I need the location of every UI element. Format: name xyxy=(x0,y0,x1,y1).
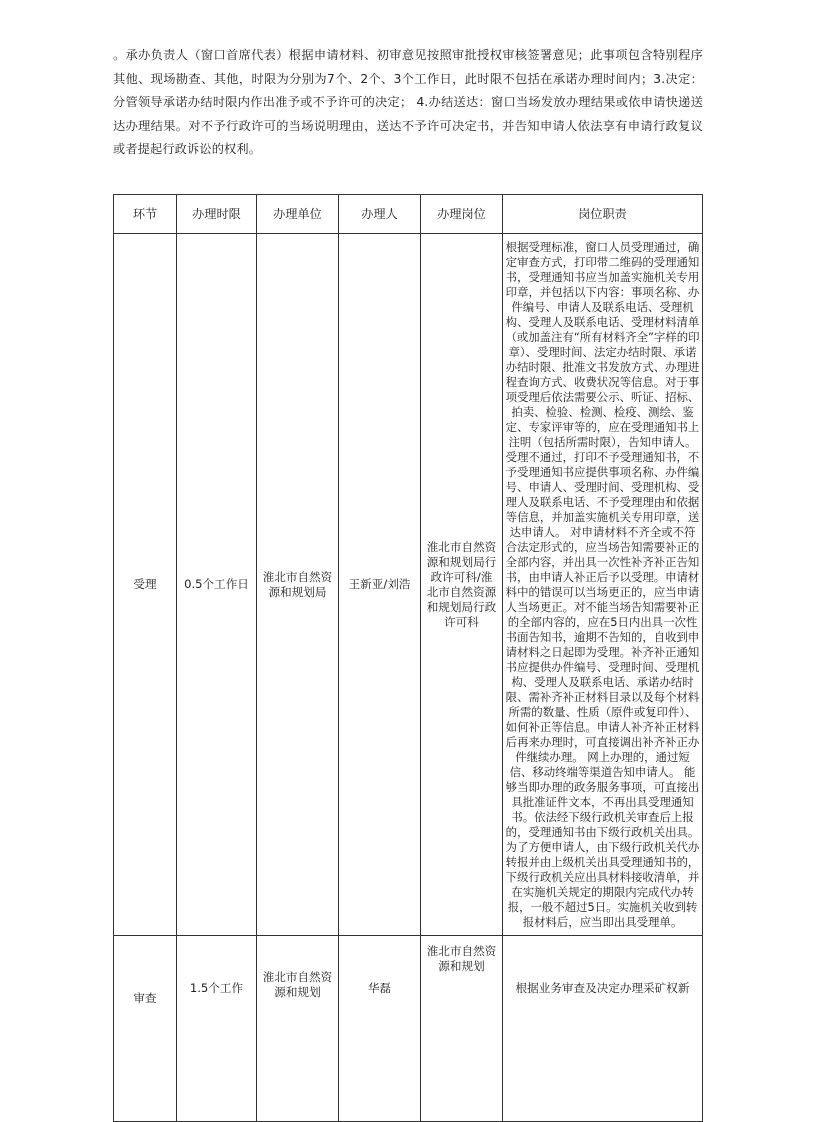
header-step: 环节 xyxy=(114,195,177,234)
table-header-row xyxy=(114,195,703,234)
cell-duty: 根据业务审查及决定办理采矿权新 xyxy=(503,936,703,1122)
cell-post: 淮北市自然资源和规划局行政许可科/淮北市自然资源和规划局行政许可科 xyxy=(421,234,503,936)
header-duty: 岗位职责 xyxy=(503,195,703,234)
cell-time-limit: 0.5个工作日 xyxy=(177,234,257,936)
process-table xyxy=(113,194,703,1122)
cell-step: 审查 xyxy=(114,936,177,1122)
cell-unit: 淮北市自然资源和规划局 xyxy=(257,234,339,936)
table-row xyxy=(114,936,703,1122)
table-row xyxy=(114,234,703,936)
header-post: 办理岗位 xyxy=(421,195,503,234)
cell-step: 受理 xyxy=(114,234,177,936)
cell-time-limit: 1.5个工作 xyxy=(177,936,257,1122)
cell-post: 淮北市自然资源和规划 xyxy=(421,936,503,1122)
header-unit: 办理单位 xyxy=(257,195,339,234)
intro-paragraph: 。承办负责人（窗口首席代表）根据申请材料、初审意见按照审批授权审核签署意见；此事项包含特别程序其他、现场勘查、其他，时限为分别为7个、2个、3个工作日，此时限不包括在承诺办理时间内；3.决定：分管领导承诺办结时限内作出准予或不予许可的决定； 4.办结送达：窗口当场发放办理结果或依申请快递送达办理结果。对不予行政许可的当场说明理由，送达不予许可决定书，并告知申请人依法享有申请行政复议或者提起行政诉讼的权利。 xyxy=(113,48,703,156)
cell-unit: 淮北市自然资源和规划 xyxy=(257,936,339,1122)
cell-handler: 王新亚/刘浩 xyxy=(339,234,421,936)
cell-duty: 根据受理标准，窗口人员受理通过，确定审查方式，打印带二维码的受理通知书，受理通知书应当加盖实施机关专用印章，并包括以下内容：事项名称、办件编号、申请人及联系电话、受理机构、受理人及联系电话、受理材料清单（或加盖注有“所有材料齐全”字样的印章）、受理时间、法定办结时限、承诺办结时限、批准文书发放方式、办理进程查询方式、收费状况等信息。对于事项受理后依法需要公示、听证、招标、拍卖、检验、检测、检疫、测绘、鉴定、专家评审等的，应在受理通知书上注明（包括所需时限），告知申请人。 受理不通过，打印不予受理通知书，不予受理通知书应提供事项名称、办件编号、申请人、受理时间、受理机构、受理人及联系电话、不予受理理由和依据等信息，并加盖实施机关专用印章，送达申请人。 对申请材料不齐全或不符合法定形式的，应当场告知需要补正的全部内容，并出具一次性补齐补正告知书，由申请人补正后予以受理。申请材料中的错误可以当场更正的，应当申请人当场更正。对不能当场告知需要补正的全部内容的，应在5日内出具一次性书面告知书，逾期不告知的，自收到申请材料之日起即为受理。补齐补正通知书应提供办件编号、受理时间、受理机构、受理人及联系电话、承诺办结时限、需补齐补正材料目录以及每个材料所需的数量、性质（原件或复印件）、如何补正等信息。申请人补齐补正材料后再来办理时，可直接调出补齐补正办件继续办理。 网上办理的，通过短信、移动终端等渠道告知申请人。 能够当即办理的政务服务事项，可直接出具批准证件文本，不再出具受理通知书。依法经下级行政机关审查后上报的，受理通知书由下级行政机关出具。为了方便申请人，由下级行政机关代办转报并由上级机关出具受理通知书的，下级行政机关应出具材料接收清单，并在实施机关规定的期限内完成代办转报，一般不超过5日。实施机关收到转报材料后，应当即出具受理单。 xyxy=(503,234,703,936)
cell-handler: 华磊 xyxy=(339,936,421,1122)
header-time-limit: 办理时限 xyxy=(177,195,257,234)
header-handler: 办理人 xyxy=(339,195,421,234)
